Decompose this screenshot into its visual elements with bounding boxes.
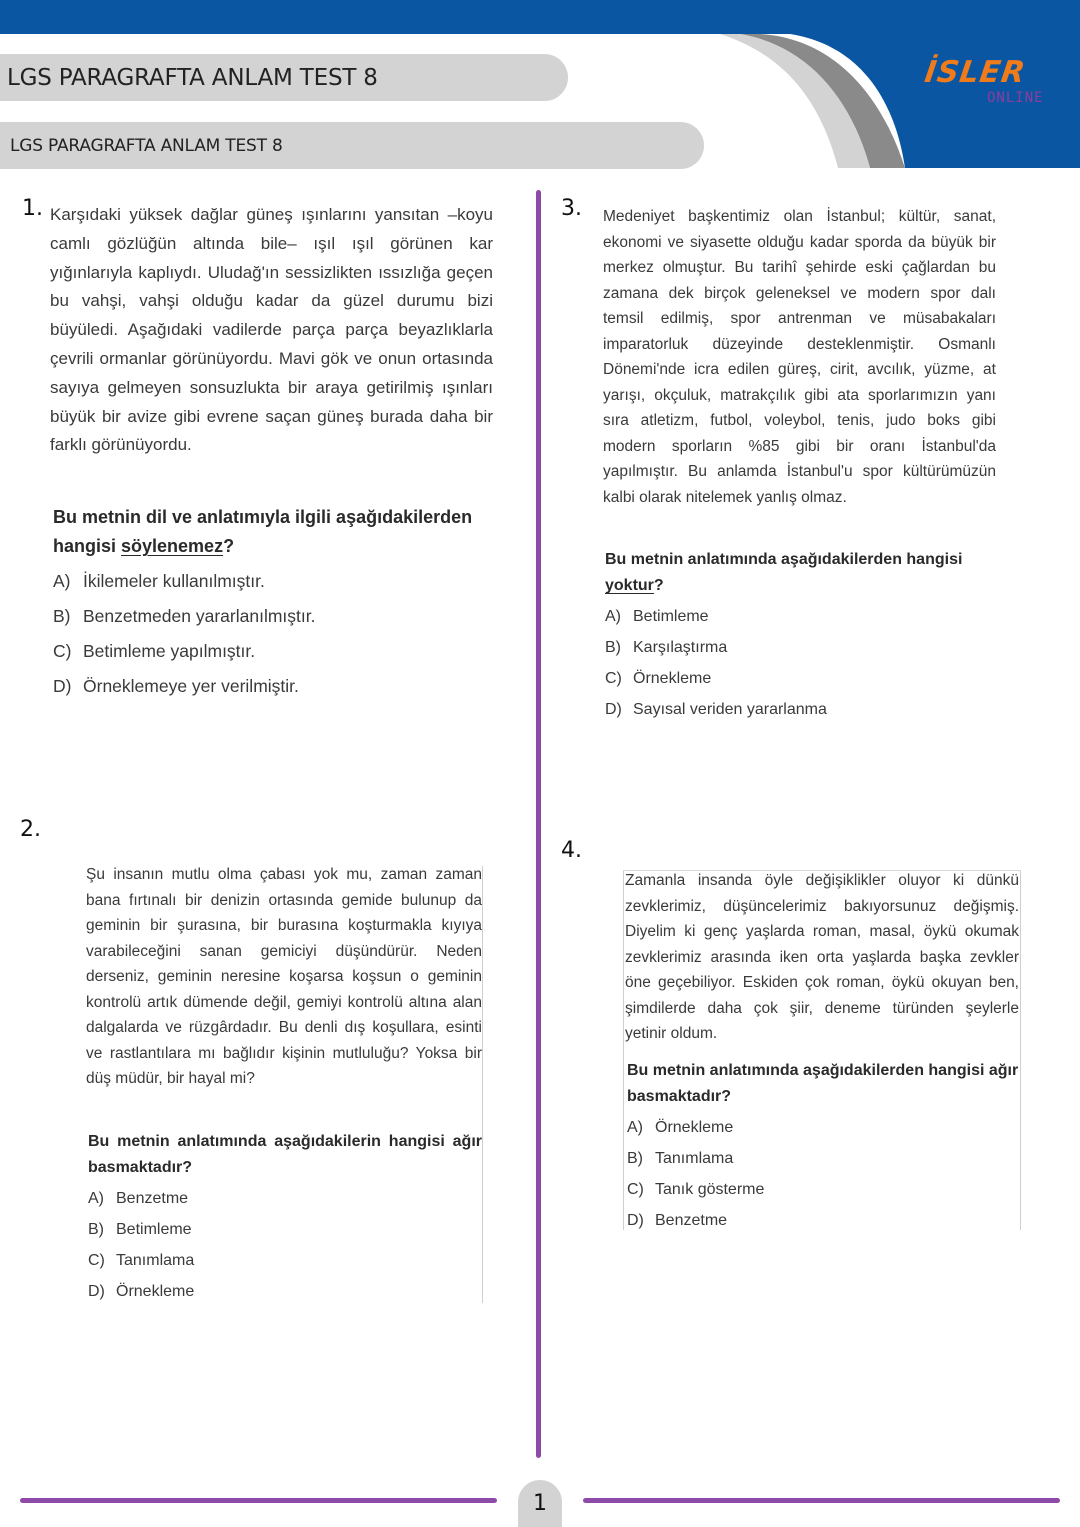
option-c[interactable]: C) Tanık gösterme — [627, 1181, 765, 1198]
logo-brand-text: İSLER — [922, 55, 1028, 90]
option-d[interactable]: D) Örnekleme — [88, 1283, 195, 1300]
option-c[interactable]: C) Tanımlama — [88, 1252, 195, 1269]
answer-options — [53, 564, 315, 704]
question-number: 2. — [20, 817, 41, 842]
brand-logo — [922, 55, 1065, 115]
answer-options — [88, 1183, 194, 1307]
answer-options — [627, 1112, 764, 1236]
page-number: 1 — [518, 1480, 562, 1527]
option-a[interactable]: A) Benzetme — [88, 1190, 189, 1207]
question-number: 4. — [561, 838, 582, 863]
test-subtitle: LGS PARAGRAFTA ANLAM TEST 8 — [0, 122, 704, 169]
option-b[interactable]: B) Benzetmeden yararlanılmıştır. — [53, 606, 316, 626]
question-prompt: Bu metnin anlatımında aşağıdakilerin hangisi ağır basmaktadır? — [88, 1133, 482, 1176]
question-prompt: Bu metnin anlatımında aşağıdakilerden hangisi ağır basmaktadır? — [627, 1062, 1019, 1105]
question-paragraph: Medeniyet başkentimiz olan İstanbul; kültür, sanat, ekonomi ve siyasette olduğu kadar sporda da büyük bir merkez olmuştur. Bu tarihî şehirde eski çağlardan bu zamana dek birçok geleneksel ve modern spor dalı temsil edilmiş, spor antrenman ve müsabakaları imparatorluk düzeyinde desteklenmiştir. Osmanlı Dönemi'nde icra edilen güreş, cirit, avcılık, yüzme, at yarışı, okçuluk, matrakçılık gibi ata sporlarımızın yanı sıra atletizm, futbol, voleybol, tenis, judo boks gibi modern sporların %85 gibi bir oranı İstanbul'da yapılmıştır. Bu anlamda İstanbul'u spor kültürümüzün kalbi olarak nitelemek yanlış olmaz. — [603, 208, 996, 506]
option-b[interactable]: B) Tanımlama — [627, 1150, 734, 1167]
option-b[interactable]: B) Karşılaştırma — [605, 639, 728, 656]
option-d[interactable]: D) Benzetme — [627, 1212, 728, 1229]
question-prompt: Bu metnin anlatımında aşağıdakilerden hangisi yoktur? — [605, 551, 963, 594]
emphasized-word: yoktur — [605, 577, 654, 594]
option-a[interactable]: A) Betimleme — [605, 608, 709, 625]
column-divider — [536, 190, 541, 1458]
emphasized-word: söylenemez — [121, 536, 224, 556]
answer-options — [605, 601, 827, 725]
footer-line-right — [583, 1498, 1060, 1503]
option-a[interactable]: A) İkilemeler kullanılmıştır. — [53, 571, 265, 591]
option-c[interactable]: C) Örnekleme — [605, 670, 712, 687]
option-a[interactable]: A) Örnekleme — [627, 1119, 734, 1136]
logo-sub-text: ONLINE — [987, 90, 1044, 106]
footer-line-left — [20, 1498, 497, 1503]
page-header — [0, 0, 1080, 170]
question-number: 3. — [561, 196, 582, 221]
question-number: 1. — [22, 196, 43, 221]
question-paragraph: Şu insanın mutlu olma çabası yok mu, zaman zaman bana fırtınalı bir denizin ortasında gemide bulunup da geminin bir şurasına, bir burasına koşturmakla kıyıya varabileceğini sanan gemiciyi düşündürür. Neden derseniz, geminin neresine koşarsa koşsun o geminin kontrolü artık dümende değil, gemiyi kontrolü altına alan dalgalarda ve rüzgârdadır. Bu denli dış koşullara, esinti ve rastlantılara mı bağlıdır kişinin mutluluğu? Yoksa bir düş müdür, bir hayal mi? — [86, 866, 482, 1087]
question-paragraph: Karşıdaki yüksek dağlar güneş ışınlarını yansıtan –koyu camlı gözlüğün altında bile– ışıl ışıl görünen kar yığınlarıyla kaplıydı. Uludağ'ın sessizlikten ıssızlığa geçen bu vahşi, vahşi olduğu kadar da güzel durumu bizi büyüledi. Aşağıdaki vadilerde parça parça beyazlıklarla çevrili ormanlar görünüyordu. Mavi gök ve onun ortasında sayıya gelmeyen sonsuzlukta bir araya getirilmiş ışınları büyük bir avize gibi evrene saçan güneş burada daha bir farklı görünüyordu. — [50, 205, 493, 455]
test-title: LGS PARAGRAFTA ANLAM TEST 8 — [0, 54, 568, 101]
question-paragraph: Zamanla insanda öyle değişiklikler oluyor ki dünkü zevklerimiz, düşüncelerimiz bakıyorsunuz değişmiş. Diyelim ki genç yaşlarda roman, masal, öykü okumak zevklerimiz arasında iken orta yaşlarda başka zevkler öne geçebiliyor. Eskiden çok roman, öykü okuyan ben, şimdilerde daha çok şiir, deneme türünden şeylerle yetinir oldum. — [625, 872, 1019, 1042]
option-b[interactable]: B) Betimleme — [88, 1221, 192, 1238]
option-d[interactable]: D) Örneklemeye yer verilmiştir. — [53, 676, 299, 696]
option-c[interactable]: C) Betimleme yapılmıştır. — [53, 641, 256, 661]
option-d[interactable]: D) Sayısal veriden yararlanma — [605, 701, 827, 718]
question-prompt: Bu metnin dil ve anlatımıyla ilgili aşağıdakilerden hangisi söylenemez? — [53, 507, 473, 556]
